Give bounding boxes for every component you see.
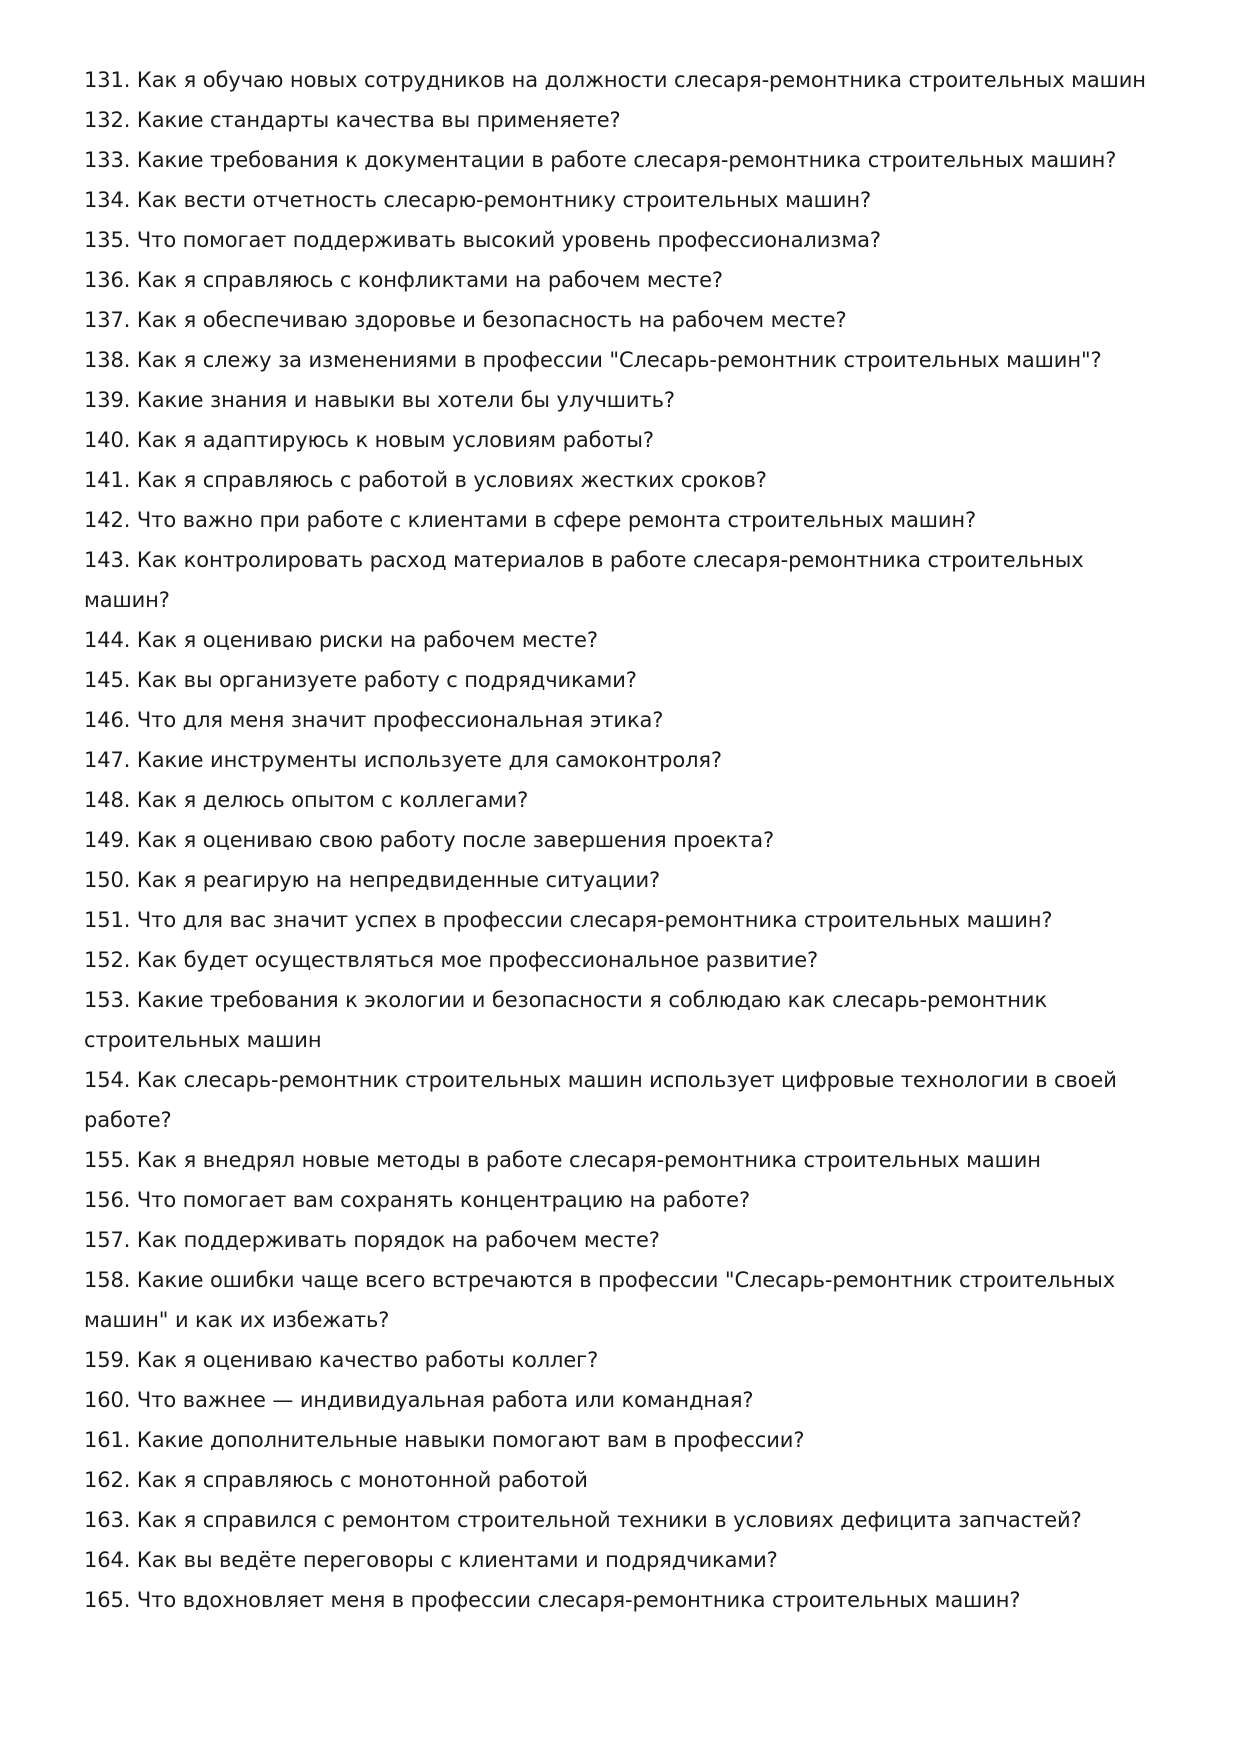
list-item: 136. Как я справляюсь с конфликтами на рабочем месте? [84,268,723,292]
list-item: 160. Что важнее — индивидуальная работа или командная? [84,1388,754,1412]
list-item: 140. Как я адаптируюсь к новым условиям работы? [84,428,654,452]
list-item: 164. Как вы ведёте переговоры с клиентами и подрядчиками? [84,1548,778,1572]
list-item: 139. Какие знания и навыки вы хотели бы улучшить? [84,388,675,412]
list-item: 142. Что важно при работе с клиентами в сфере ремонта строительных машин? [84,508,977,532]
list-item: 162. Как я справляюсь с монотонной работой [84,1468,588,1492]
document-page [84,60,1164,1620]
list-item: 153. Какие требования к экологии и безопасности я соблюдаю как слесарь-ремонтник строительных машин [84,988,1048,1052]
list-item: 141. Как я справляюсь с работой в условиях жестких сроков? [84,468,767,492]
list-item: 159. Как я оцениваю качество работы коллег? [84,1348,599,1372]
list-item: 133. Какие требования к документации в работе слесаря-ремонтника строительных машин? [84,148,1117,172]
list-item: 143. Как контролировать расход материалов в работе слесаря-ремонтника строительных машин? [84,548,1084,612]
list-item: 147. Какие инструменты используете для самоконтроля? [84,748,722,772]
list-item: 161. Какие дополнительные навыки помогают вам в профессии? [84,1428,805,1452]
list-item: 149. Как я оцениваю свою работу после завершения проекта? [84,828,775,852]
list-item: 152. Как будет осуществляться мое профессиональное развитие? [84,948,819,972]
list-item: 151. Что для вас значит успех в профессии слесаря-ремонтника строительных машин? [84,908,1053,932]
list-item: 137. Как я обеспечиваю здоровье и безопасность на рабочем месте? [84,308,847,332]
list-item: 154. Как слесарь-ремонтник строительных машин использует цифровые технологии в своей работе? [84,1068,1117,1132]
list-item: 135. Что помогает поддерживать высокий уровень профессионализма? [84,228,881,252]
list-item: 157. Как поддерживать порядок на рабочем месте? [84,1228,660,1252]
list-item: 134. Как вести отчетность слесарю-ремонтнику строительных машин? [84,188,871,212]
list-item: 155. Как я внедрял новые методы в работе слесаря-ремонтника строительных машин [84,1148,1041,1172]
question-list [84,60,1164,1620]
list-item: 148. Как я делюсь опытом с коллегами? [84,788,529,812]
list-item: 150. Как я реагирую на непредвиденные ситуации? [84,868,661,892]
list-item: 131. Как я обучаю новых сотрудников на должности слесаря-ремонтника строительных машин [84,68,1146,92]
list-item: 138. Как я слежу за изменениями в профессии "Слесарь-ремонтник строительных машин"? [84,348,1102,372]
list-item: 156. Что помогает вам сохранять концентрацию на работе? [84,1188,751,1212]
list-item: 165. Что вдохновляет меня в профессии слесаря-ремонтника строительных машин? [84,1588,1021,1612]
list-item: 144. Как я оцениваю риски на рабочем месте? [84,628,598,652]
list-item: 146. Что для меня значит профессиональная этика? [84,708,664,732]
list-item: 132. Какие стандарты качества вы применяете? [84,108,621,132]
list-item: 145. Как вы организуете работу с подрядчиками? [84,668,637,692]
list-item: 158. Какие ошибки чаще всего встречаются в профессии "Слесарь-ремонтник строительных машин" и как их избежать? [84,1268,1116,1332]
list-item: 163. Как я справился с ремонтом строительной техники в условиях дефицита запчастей? [84,1508,1082,1532]
